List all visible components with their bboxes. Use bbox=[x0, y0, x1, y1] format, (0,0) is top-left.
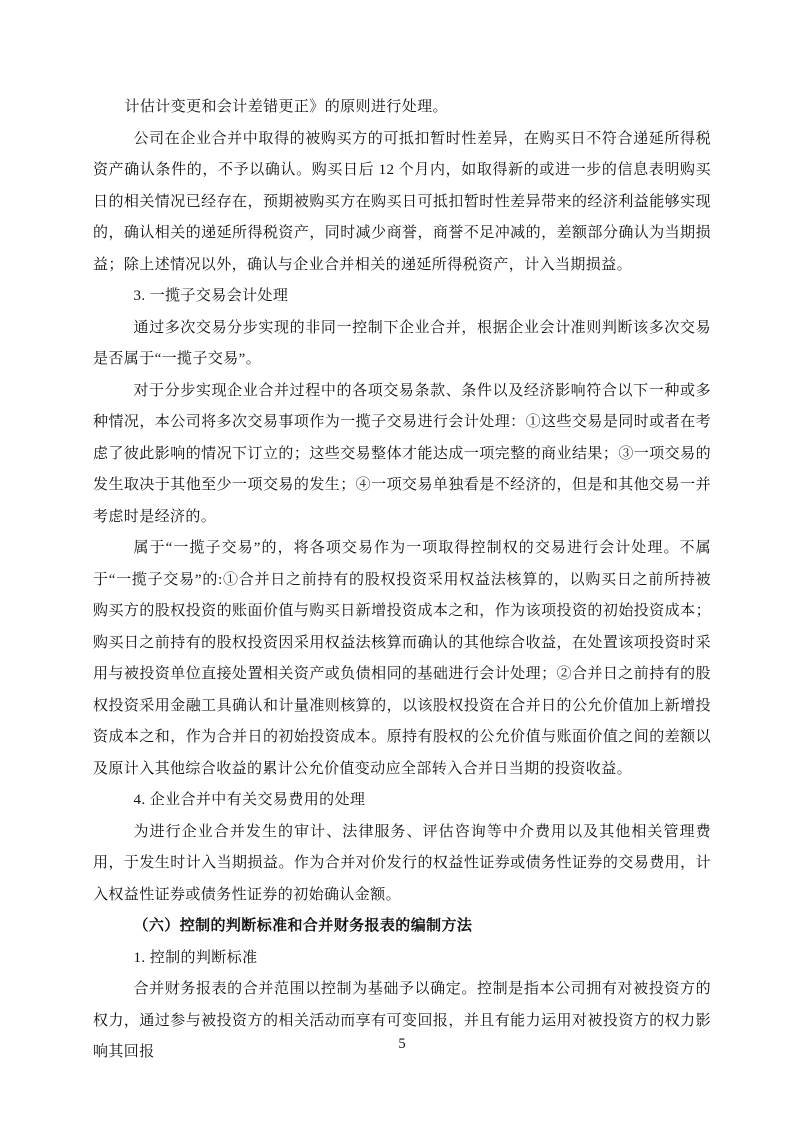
paragraph: 通过多次交易分步实现的非同一控制下企业合并，根据企业会计准则判断该多次交易是否属于“一揽子交易”。 bbox=[93, 319, 711, 367]
paragraph: 合并财务报表的合并范围以控制为基础予以确定。控制是指本公司拥有对被投资方的权力，通过参与被投资方的相关活动而享有可变回报，并且有能力运用对被投资方的权力影响其回报 bbox=[93, 981, 711, 1060]
continuation: 计估计变更和会计差错更正》的原则进行处理。 bbox=[124, 99, 448, 115]
paragraph: 属于“一揽子交易”的，将各项交易作为一项取得控制权的交易进行会计处理。不属于“一揽子交易”的:①合并日之前持有的股权投资采用权益法核算的，以购买日之前所持被购买方的股权投资的账面价值与购买日新增投资成本之和，作为该项投资的初始投资成本；购买日之前持有的股权投资因采用权益法核算而确认的其他综合收益，在处置该项投资时采用与被投资单位直接处置相关资产或负债相同的基础进行会计处理；②合并日之前持有的股权投资采用金融工具确认和计量准则核算的，以该股权投资在合并日的公允价值加上新增投资成本之和，作为合并日的初始投资成本。原持有股权的公允价值与账面价值之间的差额以及原计入其他综合收益的累计公允价值变动应全部转入合并日当期的投资收益。 bbox=[93, 540, 711, 777]
numbered-heading: 3. 一揽子交易会计处理 bbox=[133, 288, 289, 304]
paragraph: 对于分步实现企业合并过程中的各项交易条款、条件以及经济影响符合以下一种或多种情况，本公司将多次交易事项作为一揽子交易进行会计处理：①这些交易是同时或者在考虑了彼此影响的情况下订立的；这些交易整体才能达成一项完整的商业结果；③一项交易的发生取决于其他至少一项交易的发生；④一项交易单独看是不经济的，但是和其他交易一并考虑时是经济的。 bbox=[93, 382, 711, 525]
paragraph: 公司在企业合并中取得的被购买方的可抵扣暂时性差异，在购买日不符合递延所得税资产确认条件的，不予以确认。购买日后 12 个月内，如取得新的或进一步的信息表明购买日的相关情况已经存在，预期被购买方在购买日可抵扣暂时性差异带来的经济利益能够实现的，确认相关的递延所得税资产，同时减少商誉，商誉不足冲减的，差额部分确认为当期损益；除上述情况以外，确认与企业合并相关的递延所得税资产，计入当期损益。 bbox=[93, 130, 711, 273]
numbered-heading: 1. 控制的判断标准 bbox=[133, 949, 258, 966]
numbered-heading: 4. 企业合并中有关交易费用的处理 bbox=[133, 792, 366, 808]
paragraph: 为进行企业合并发生的审计、法律服务、评估咨询等中介费用以及其他相关管理费用，于发生时计入当期损益。作为合并对价发行的权益性证券或债务性证券的交易费用，计入权益性证券或债务性证券的初始确认金额。 bbox=[93, 823, 711, 903]
section-heading: （六）控制的判断标准和合并财务报表的编制方法 bbox=[133, 918, 473, 934]
page-number: 5 bbox=[398, 1036, 406, 1052]
document-body bbox=[93, 92, 711, 1069]
